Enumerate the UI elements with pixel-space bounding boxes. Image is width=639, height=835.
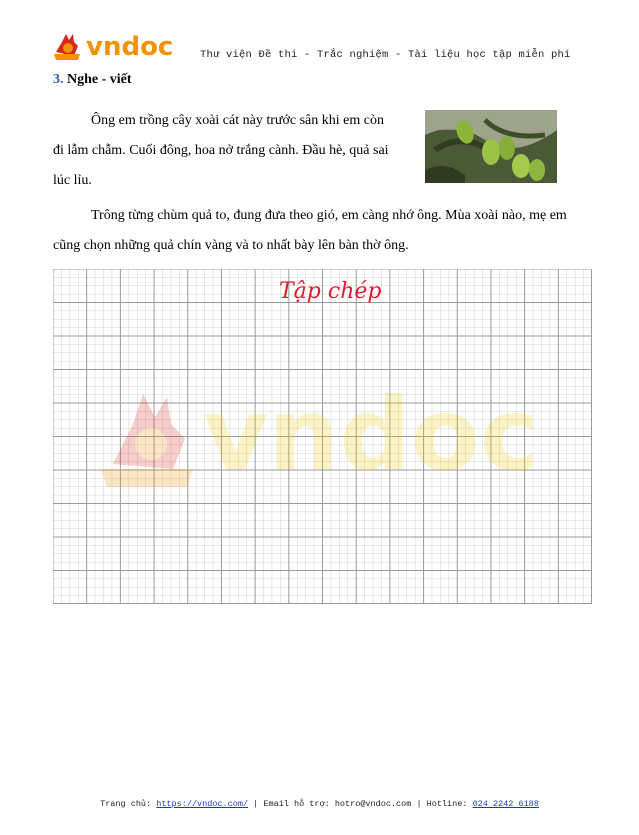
- mango-image: [425, 110, 557, 183]
- footer-separator: |: [416, 799, 422, 809]
- footer-hotline-link[interactable]: 024 2242 6188: [472, 799, 539, 809]
- section-number: 3.: [53, 72, 64, 87]
- passage-paragraph-2: [53, 201, 593, 261]
- practice-title: Tập chép: [279, 279, 382, 304]
- logo-text: vndoc: [86, 32, 174, 62]
- header-tagline: Thư viện Đề thi - Trắc nghiệm - Tài liệu học tập miễn phí: [200, 49, 571, 61]
- mango-tree-photo: [425, 110, 557, 183]
- page-footer: [0, 799, 639, 809]
- vndoc-watermark: [93, 369, 553, 489]
- paragraph-1-text: Ông em trồng cây xoài cát này trước sân khi em còn đi lẫm chẫm. Cuối đông, hoa nở trắng cành. Đầu hè, quả sai lúc lỉu.: [53, 113, 389, 188]
- footer-email-label: Email hỗ trợ:: [263, 799, 330, 809]
- handwriting-practice-grid[interactable]: [53, 269, 592, 604]
- watermark-text: vndoc: [203, 376, 539, 489]
- footer-home-link[interactable]: https://vndoc.com/: [156, 799, 249, 809]
- rooster-icon: [54, 34, 80, 60]
- footer-hotline-label: Hotline:: [426, 799, 468, 809]
- footer-separator: |: [253, 799, 259, 809]
- footer-home-label: Trang chủ:: [100, 799, 152, 809]
- paragraph-2-text: Trông từng chùm quả to, đung đưa theo gió, em càng nhớ ông. Mùa xoài nào, mẹ em cũng chọn những quả chín vàng và to nhất bày lên bàn thờ ông.: [53, 208, 567, 253]
- section-title-text: Nghe - viết: [67, 72, 132, 87]
- footer-email[interactable]: hotro@vndoc.com: [334, 799, 412, 809]
- section-title: [53, 72, 132, 88]
- passage-paragraph-1: [53, 106, 398, 196]
- page-header: [52, 28, 592, 64]
- vndoc-logo[interactable]: [52, 28, 182, 62]
